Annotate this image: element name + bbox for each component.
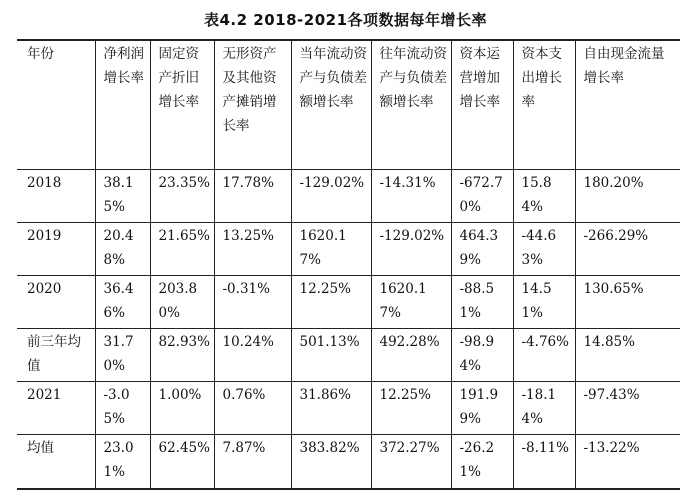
table-cell: -44.63% (513, 223, 575, 276)
table-cell: 7.87% (214, 435, 291, 490)
table-cell: -8.11% (513, 435, 575, 490)
table-cell: 31.86% (291, 382, 371, 435)
column-header-working-capital-increase: 资本运营增加增长率 (451, 40, 513, 170)
row-label: 前三年均值 (17, 329, 95, 382)
table-row (17, 382, 680, 435)
table-cell: 203.80% (150, 276, 214, 329)
table-cell: -672.70% (451, 170, 513, 223)
column-header-net-profit: 净利润增长率 (95, 40, 150, 170)
table-cell: -98.94% (451, 329, 513, 382)
table-cell: 191.99% (451, 382, 513, 435)
table-cell: 180.20% (575, 170, 680, 223)
column-header-depreciation: 固定资产折旧增长率 (150, 40, 214, 170)
table-cell: 383.82% (291, 435, 371, 490)
table-cell: 23.35% (150, 170, 214, 223)
table-cell: 14.51% (513, 276, 575, 329)
table-cell: 38.15% (95, 170, 150, 223)
table-cell: 1620.17% (371, 276, 451, 329)
table-cell: -4.76% (513, 329, 575, 382)
table-cell: 1.00% (150, 382, 214, 435)
row-label: 2019 (17, 223, 95, 276)
row-label: 2021 (17, 382, 95, 435)
table-title: 表4.2 2018-2021各项数据每年增长率 (203, 11, 488, 29)
table-cell: 31.70% (95, 329, 150, 382)
table-cell: -26.21% (451, 435, 513, 490)
column-header-prior-working-capital: 往年流动资产与负债差额增长率 (371, 40, 451, 170)
table-cell: -88.51% (451, 276, 513, 329)
table-row (17, 435, 680, 490)
table-cell: 14.85% (575, 329, 680, 382)
table-cell: 62.45% (150, 435, 214, 490)
table-cell: 12.25% (291, 276, 371, 329)
row-label: 均值 (17, 435, 95, 490)
table-cell: 10.24% (214, 329, 291, 382)
table-cell: 20.48% (95, 223, 150, 276)
table-cell: 130.65% (575, 276, 680, 329)
column-header-free-cash-flow: 自由现金流量增长率 (575, 40, 680, 170)
column-header-year: 年份 (17, 40, 95, 170)
table-cell: 23.01% (95, 435, 150, 490)
table-row (17, 276, 680, 329)
table-cell: 492.28% (371, 329, 451, 382)
table-cell: 17.78% (214, 170, 291, 223)
table-cell: -129.02% (291, 170, 371, 223)
table-cell: 21.65% (150, 223, 214, 276)
column-header-capex: 资本支出增长率 (513, 40, 575, 170)
column-header-amortization: 无形资产及其他资产摊销增长率 (214, 40, 291, 170)
column-header-current-working-capital: 当年流动资产与负债差额增长率 (291, 40, 371, 170)
table-cell: -3.05% (95, 382, 150, 435)
table-cell: -0.31% (214, 276, 291, 329)
table-cell: 0.76% (214, 382, 291, 435)
table-row (17, 223, 680, 276)
row-label: 2018 (17, 170, 95, 223)
table-cell: 1620.17% (291, 223, 371, 276)
table-row (17, 170, 680, 223)
table-cell: 36.46% (95, 276, 150, 329)
table-cell: -14.31% (371, 170, 451, 223)
table-row (17, 329, 680, 382)
table-cell: -18.14% (513, 382, 575, 435)
table-cell: 464.39% (451, 223, 513, 276)
growth-rate-table (17, 39, 680, 490)
table-cell: 13.25% (214, 223, 291, 276)
table-cell: 15.84% (513, 170, 575, 223)
table-cell: -129.02% (371, 223, 451, 276)
table-cell: 501.13% (291, 329, 371, 382)
table-cell: -266.29% (575, 223, 680, 276)
table-cell: 372.27% (371, 435, 451, 490)
row-label: 2020 (17, 276, 95, 329)
table-cell: 82.93% (150, 329, 214, 382)
table-cell: -13.22% (575, 435, 680, 490)
header-row (17, 40, 680, 170)
table-cell: -97.43% (575, 382, 680, 435)
table-cell: 12.25% (371, 382, 451, 435)
